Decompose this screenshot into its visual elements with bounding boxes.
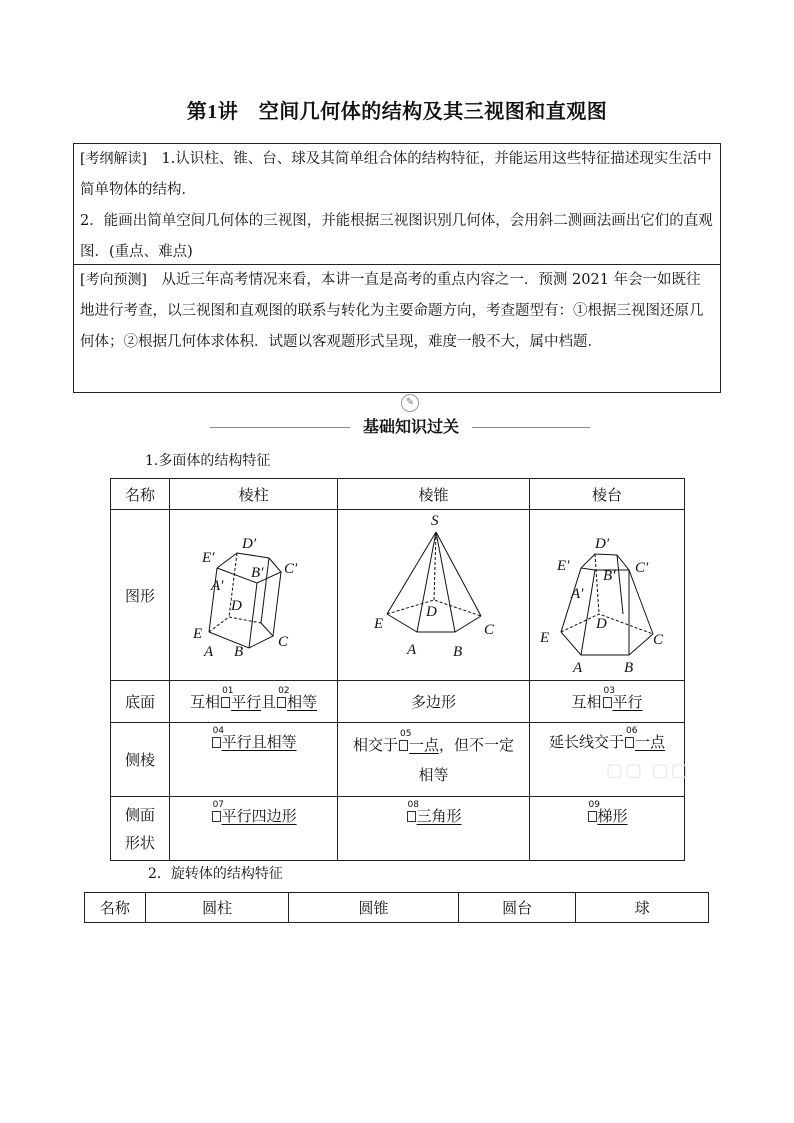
subtitle-revolution: 2．旋转体的结构特征: [148, 866, 283, 882]
label-frustum-A: A: [573, 660, 583, 676]
blank-marker: [221, 686, 234, 708]
label-frustum-Ap: A′: [571, 586, 584, 602]
label-prism-D: D: [231, 598, 242, 614]
blank-marker: [212, 726, 225, 748]
exam-outline-box: [73, 143, 721, 393]
table-row: [111, 681, 685, 723]
exam-outline-tag: [考纲解读]: [80, 151, 147, 167]
table-row: [85, 893, 709, 923]
label-prism-Dp: D′: [242, 536, 257, 552]
frustum-figure: [531, 510, 683, 676]
section-header-text: 基础知识过关: [362, 417, 459, 436]
answer-text: 平行且相等: [221, 733, 297, 751]
text-fragment: 形状: [125, 833, 156, 852]
cell-prism-base: [170, 681, 338, 723]
header-name: 名称: [111, 479, 170, 510]
section-rule-left: [210, 427, 350, 428]
cell-prism-face: [170, 797, 338, 861]
table-row: [111, 797, 685, 861]
header-cylinder: 圆柱: [145, 893, 289, 923]
header-sphere: 球: [576, 893, 709, 923]
label-frustum-E: E: [540, 630, 550, 646]
header-prism: 棱柱: [170, 479, 338, 510]
prism-figure: [171, 510, 336, 676]
label-frustum-Bp: B′: [603, 568, 616, 584]
pyramid-figure: [339, 510, 528, 676]
row-label-base: 底面: [111, 681, 170, 723]
header-frustum: 棱台: [530, 479, 685, 510]
row-label-face: [111, 797, 170, 861]
section-header: [210, 414, 590, 440]
label-prism-E: E: [193, 626, 203, 642]
blank-number: 01: [222, 686, 234, 696]
cell-prism-edge: [170, 723, 338, 797]
prism-figure-cell: [170, 510, 338, 681]
text-fragment: ，但不一定: [439, 735, 515, 754]
blank-marker: [625, 726, 638, 748]
cell-frustum-base: [530, 681, 685, 723]
label-prism-C: C: [278, 634, 289, 650]
header-frustum-cone: 圆台: [458, 893, 576, 923]
revolution-table: [84, 892, 709, 923]
subtitle-polyhedron: 1.多面体的结构特征: [145, 453, 271, 469]
forecast-tag: [考向预测]: [80, 272, 147, 288]
blank-number: 07: [212, 800, 225, 810]
blank-number: 02: [278, 686, 290, 696]
frustum-figure-cell: [530, 510, 685, 681]
label-frustum-Cp: C′: [635, 560, 649, 576]
exam-outline-text1: 1.认识柱、锥、台、球及其简单组合体的结构特征，并能运用这些特征描述现实生活中简单物体的结构．: [80, 151, 712, 198]
label-frustum-Dp: D′: [595, 536, 610, 552]
pen-badge-icon: ✎: [401, 394, 419, 412]
polyhedron-table: [110, 478, 685, 861]
label-frustum-D: D: [596, 616, 607, 632]
label-pyramid-S: S: [431, 513, 439, 529]
label-frustum-C: C: [653, 632, 664, 648]
blank-number: 03: [603, 686, 615, 696]
row-label-shape: 图形: [111, 510, 170, 681]
section-rule-right: [472, 427, 590, 428]
cell-pyramid-face: [338, 797, 530, 861]
pyramid-figure-cell: [338, 510, 530, 681]
text-fragment: 侧面: [125, 805, 156, 824]
label-prism-Cp: C′: [284, 561, 298, 577]
table-row: [111, 723, 685, 797]
label-pyramid-D: D: [426, 604, 437, 620]
text-fragment: 互相: [571, 693, 602, 711]
label-prism-Ep: E′: [202, 550, 215, 566]
label-prism-B: B: [234, 644, 244, 660]
text-fragment: 且: [261, 693, 277, 711]
watermark: ▢▢ ▢▢: [606, 760, 690, 781]
header-cone: 圆锥: [289, 893, 458, 923]
header-name: 名称: [85, 893, 146, 923]
text-fragment: 延长线交于: [548, 733, 624, 751]
label-prism-Bp: B′: [251, 565, 264, 581]
answer-text: 相等: [287, 693, 318, 711]
exam-outline-text2: 2．能画出简单空间几何体的三视图，并能根据三视图识别几何体，会用斜二测画法画出它们的直观图．(重点、难点): [80, 213, 713, 260]
blank-marker: [588, 800, 600, 822]
page-title: 第1讲 空间几何体的结构及其三视图和直观图: [186, 99, 608, 123]
label-pyramid-C: C: [484, 622, 495, 638]
forecast-text: 从近三年高考情况来看，本讲一直是高考的重点内容之一．预测 2021 年会一如既往地进行考查，以三视图和直观图的联系与转化为主要命题方向，考查题型有：①根据三视图还原几何体；②根据几何体求体积．试题以客观题形式呈现，难度一般不大，属中档题．: [80, 272, 704, 350]
exam-outline-section: [74, 144, 720, 265]
answer-text: 三角形: [416, 807, 462, 825]
table-row: [111, 479, 685, 510]
answer-text: 梯形: [597, 807, 628, 825]
label-frustum-Ep: E′: [557, 558, 570, 574]
text-fragment: 互相: [190, 693, 221, 711]
label-pyramid-E: E: [374, 616, 384, 632]
blank-marker: [212, 800, 225, 822]
table-row: [111, 510, 685, 681]
blank-marker: [277, 686, 290, 708]
blank-marker: [399, 728, 412, 751]
label-prism-A: A: [204, 644, 214, 660]
answer-text: 平行: [612, 693, 643, 711]
blank-number: 08: [407, 800, 419, 810]
row-label-edge: 侧棱: [111, 723, 170, 797]
cell-frustum-face: [530, 797, 685, 861]
blank-number: 04: [212, 726, 225, 736]
blank-marker: [407, 800, 419, 822]
answer-text: 平行: [231, 693, 262, 711]
answer-text: 一点: [635, 733, 666, 751]
label-prism-Ap: A′: [211, 578, 224, 594]
blank-marker: [603, 686, 615, 708]
label-frustum-B: B: [624, 660, 634, 676]
answer-text: 一点: [409, 735, 440, 754]
text-fragment: 相交于: [353, 735, 399, 754]
blank-number: 05: [400, 728, 412, 739]
blank-number: 06: [626, 726, 638, 736]
cell-pyramid-base: 多边形: [338, 681, 530, 723]
label-pyramid-B: B: [453, 644, 463, 660]
label-pyramid-A: A: [407, 642, 417, 658]
header-pyramid: 棱锥: [338, 479, 530, 510]
answer-text: 平行四边形: [221, 807, 297, 825]
cell-pyramid-edge: [338, 723, 530, 797]
forecast-section: [74, 265, 720, 358]
text-fragment: 相等: [418, 765, 449, 784]
blank-number: 09: [588, 800, 600, 810]
